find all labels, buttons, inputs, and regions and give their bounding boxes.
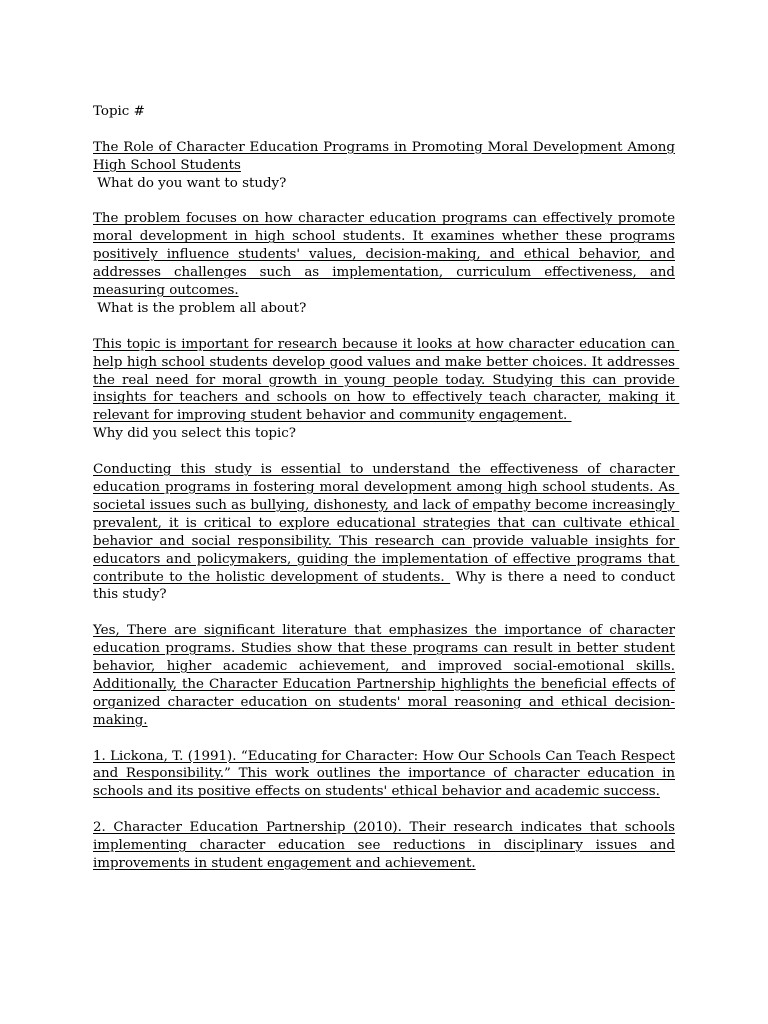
spacer: [93, 318, 675, 336]
reference-2: [93, 819, 675, 873]
answer-problem-focus-text: The problem focuses on how character education programs can effectively promote moral development in high school students. It examines whether these programs positively influence students' values, decision-making, and ethical behavior, and addresses challenges such as implementation, curriculum effectiveness, and measuring outcomes.: [93, 211, 675, 299]
reference-1-text: 1. Lickona, T. (1991). “Educating for Character: How Our Schools Can Teach Respect and Responsibility.” This work outlines the importance of character education in schools and its positive effects on students' ethical behavior and academic success.: [93, 748, 675, 800]
question-problem-about: What is the problem all about?: [93, 300, 307, 316]
question-why-need: Why is there a need to conduct this study?: [93, 569, 680, 603]
answer-importance-text: This topic is important for research because it looks at how character education can help high school students develop good values and make better choices. It addresses the real need for moral growth in young people today. Studying this can provide insights for teachers and schools on how to effectively teach character, making it relevant for improving student behavior and community engagement.: [93, 336, 680, 424]
answer-literature-text: Yes, There are significant literature that emphasizes the importance of character education programs. Studies show that these programs can result in better student behavior, higher academic achievement, and improved social-emotional skills. Additionally, the Character Education Partnership highlights the beneficial effects of organized character education on students' moral reasoning and ethical decision-making.: [93, 623, 675, 728]
question-why-select: Why did you select this topic?: [93, 426, 296, 442]
spacer: [93, 801, 675, 819]
spacer: [93, 193, 675, 211]
answer-need-text: Conducting this study is essential to understand the effectiveness of character education programs in fostering moral development among high school students. As societal issues such as bullying, dishonesty, and lack of empathy become increasingly prevalent, it is critical to explore educational strategies that can cultivate ethical behavior and social responsibility. This research can provide valuable insights for educators and policymakers, guiding the implementation of effective programs that contribute to the holistic development of students.: [93, 462, 680, 585]
spacer: [93, 443, 675, 461]
reference-1: [93, 748, 675, 802]
topic-label: Topic #: [93, 104, 145, 119]
reference-2-text: 2. Character Education Partnership (2010). Their research indicates that schools implementing character education see reductions in disciplinary issues and improvements in student engagement and achievement.: [93, 820, 675, 871]
spacer: [93, 604, 675, 622]
spacer: [93, 730, 675, 748]
answer-need: [93, 461, 680, 604]
spacer: [93, 121, 675, 139]
document-body: [93, 103, 680, 873]
topic-title-text: The Role of Character Education Programs in Promoting Moral Development Among High School Students: [93, 139, 675, 173]
question-what-to-study: What do you want to study?: [93, 175, 287, 191]
topic-title: [93, 139, 675, 175]
answer-importance: [93, 336, 680, 426]
answer-problem-focus: [93, 210, 675, 300]
answer-literature: [93, 622, 675, 729]
